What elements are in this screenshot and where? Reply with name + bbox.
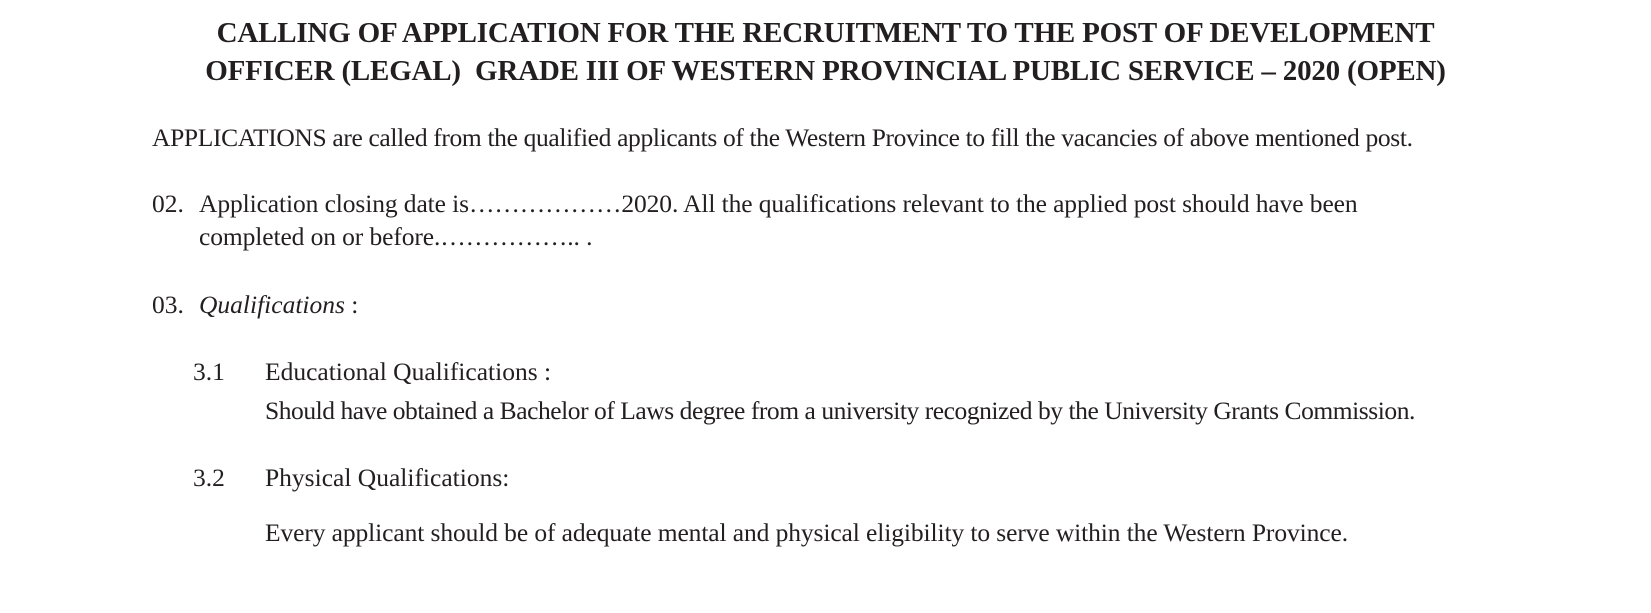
section-02-line-1: Application closing date is………………2020. All the qualifications relevant to the applied post should have been — [199, 189, 1358, 218]
subsection-3-1-number: 3.1 — [193, 357, 225, 386]
document-title — [0, 14, 1651, 90]
title-line-1: CALLING OF APPLICATION FOR THE RECRUITMENT TO THE POST OF DEVELOPMENT — [216, 17, 1435, 49]
section-02-number: 02. — [152, 189, 184, 218]
section-02-line-2: completed on or before.…………….. . — [199, 222, 593, 251]
section-03-number: 03. — [152, 290, 184, 319]
title-line-2: OFFICER (LEGAL) GRADE III OF WESTERN PROVINCIAL PUBLIC SERVICE – 2020 (OPEN) — [205, 55, 1446, 87]
subsection-3-2-body: Every applicant should be of adequate mental and physical eligibility to serve within the Western Province. — [265, 518, 1348, 547]
subsection-3-1-body: Should have obtained a Bachelor of Laws degree from a university recognized by the University Grants Commission. — [265, 396, 1415, 425]
subsection-3-2-heading: Physical Qualifications: — [265, 463, 510, 492]
section-03-label-suffix: : — [344, 290, 359, 319]
section-03-label: Qualifications — [199, 290, 345, 319]
intro-paragraph: APPLICATIONS are called from the qualified applicants of the Western Province to fill the vacancies of above mentioned post. — [152, 123, 1413, 152]
subsection-3-1-heading: Educational Qualifications : — [265, 357, 552, 386]
subsection-3-2-number: 3.2 — [193, 463, 225, 492]
section-03-heading — [199, 288, 358, 321]
